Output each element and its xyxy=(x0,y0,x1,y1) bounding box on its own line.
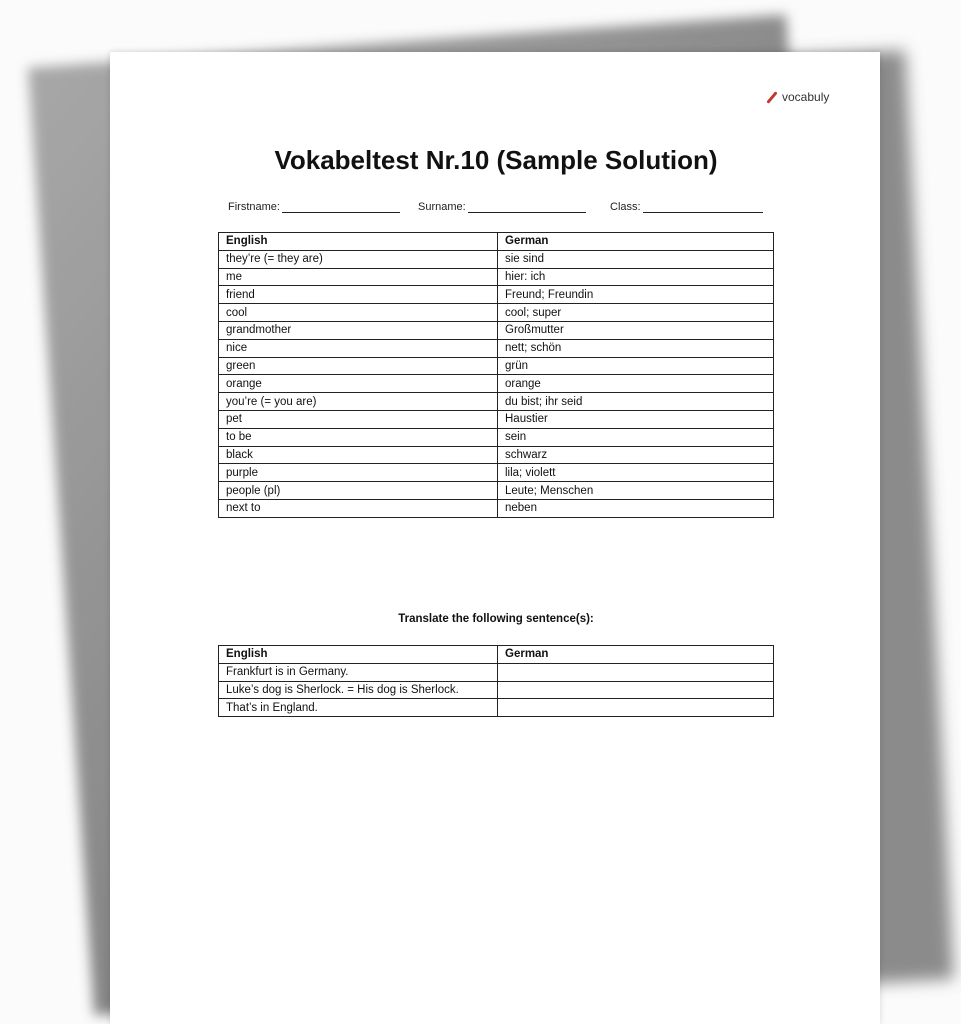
german-cell: du bist; ihr seid xyxy=(498,393,774,411)
class-label: Class: xyxy=(610,201,641,213)
vocabulary-table xyxy=(218,232,774,518)
table-row xyxy=(219,250,774,268)
english-cell: to be xyxy=(219,428,498,446)
vocabuly-logo xyxy=(765,90,829,104)
firstname-blank xyxy=(282,202,400,213)
surname-field xyxy=(418,201,586,213)
pen-icon xyxy=(766,91,777,104)
german-cell: Haustier xyxy=(498,410,774,428)
german-cell: Leute; Menschen xyxy=(498,482,774,500)
table-header-row xyxy=(219,233,774,251)
german-cell: cool; super xyxy=(498,304,774,322)
page-title: Vokabeltest Nr.10 (Sample Solution) xyxy=(274,145,718,175)
english-cell: Luke’s dog is Sherlock. = His dog is Sherlock. xyxy=(219,681,498,699)
german-cell: Großmutter xyxy=(498,321,774,339)
german-cell: sein xyxy=(498,428,774,446)
german-cell: nett; schön xyxy=(498,339,774,357)
class-blank xyxy=(643,202,763,213)
table-row xyxy=(219,428,774,446)
english-cell: you’re (= you are) xyxy=(219,393,498,411)
table-row xyxy=(219,446,774,464)
english-cell: next to xyxy=(219,499,498,517)
table-row xyxy=(219,357,774,375)
firstname-label: Firstname: xyxy=(228,201,280,213)
table-row xyxy=(219,410,774,428)
surname-blank xyxy=(468,202,586,213)
table-row xyxy=(219,681,774,699)
table-row xyxy=(219,464,774,482)
german-cell: grün xyxy=(498,357,774,375)
english-cell: me xyxy=(219,268,498,286)
class-field xyxy=(610,201,763,213)
english-cell: nice xyxy=(219,339,498,357)
english-cell: green xyxy=(219,357,498,375)
german-cell xyxy=(498,699,774,717)
table-row xyxy=(219,286,774,304)
english-cell: black xyxy=(219,446,498,464)
firstname-field xyxy=(228,201,400,213)
table-row xyxy=(219,321,774,339)
english-cell: That’s in England. xyxy=(219,699,498,717)
table-row xyxy=(219,499,774,517)
german-cell: sie sind xyxy=(498,250,774,268)
table-header-row xyxy=(219,646,774,664)
table-row xyxy=(219,663,774,681)
german-cell xyxy=(498,663,774,681)
table-row xyxy=(219,393,774,411)
german-cell: orange xyxy=(498,375,774,393)
sentence-table xyxy=(218,645,774,717)
german-cell: hier: ich xyxy=(498,268,774,286)
english-cell: purple xyxy=(219,464,498,482)
english-cell: they’re (= they are) xyxy=(219,250,498,268)
worksheet-page xyxy=(110,52,880,1024)
table-row xyxy=(219,268,774,286)
german-cell: Freund; Freundin xyxy=(498,286,774,304)
surname-label: Surname: xyxy=(418,201,466,213)
table-row xyxy=(219,699,774,717)
header-english: English xyxy=(219,233,498,251)
english-cell: people (pl) xyxy=(219,482,498,500)
english-cell: cool xyxy=(219,304,498,322)
sentence-heading: Translate the following sentence(s): xyxy=(398,613,594,625)
table-row xyxy=(219,339,774,357)
header-english: English xyxy=(219,646,498,664)
header-german: German xyxy=(498,233,774,251)
logo-text: vocabuly xyxy=(782,90,830,104)
header-german: German xyxy=(498,646,774,664)
german-cell xyxy=(498,681,774,699)
german-cell: neben xyxy=(498,499,774,517)
german-cell: lila; violett xyxy=(498,464,774,482)
table-row xyxy=(219,304,774,322)
english-cell: grandmother xyxy=(219,321,498,339)
english-cell: orange xyxy=(219,375,498,393)
table-row xyxy=(219,482,774,500)
english-cell: pet xyxy=(219,410,498,428)
table-row xyxy=(219,375,774,393)
german-cell: schwarz xyxy=(498,446,774,464)
english-cell: Frankfurt is in Germany. xyxy=(219,663,498,681)
english-cell: friend xyxy=(219,286,498,304)
